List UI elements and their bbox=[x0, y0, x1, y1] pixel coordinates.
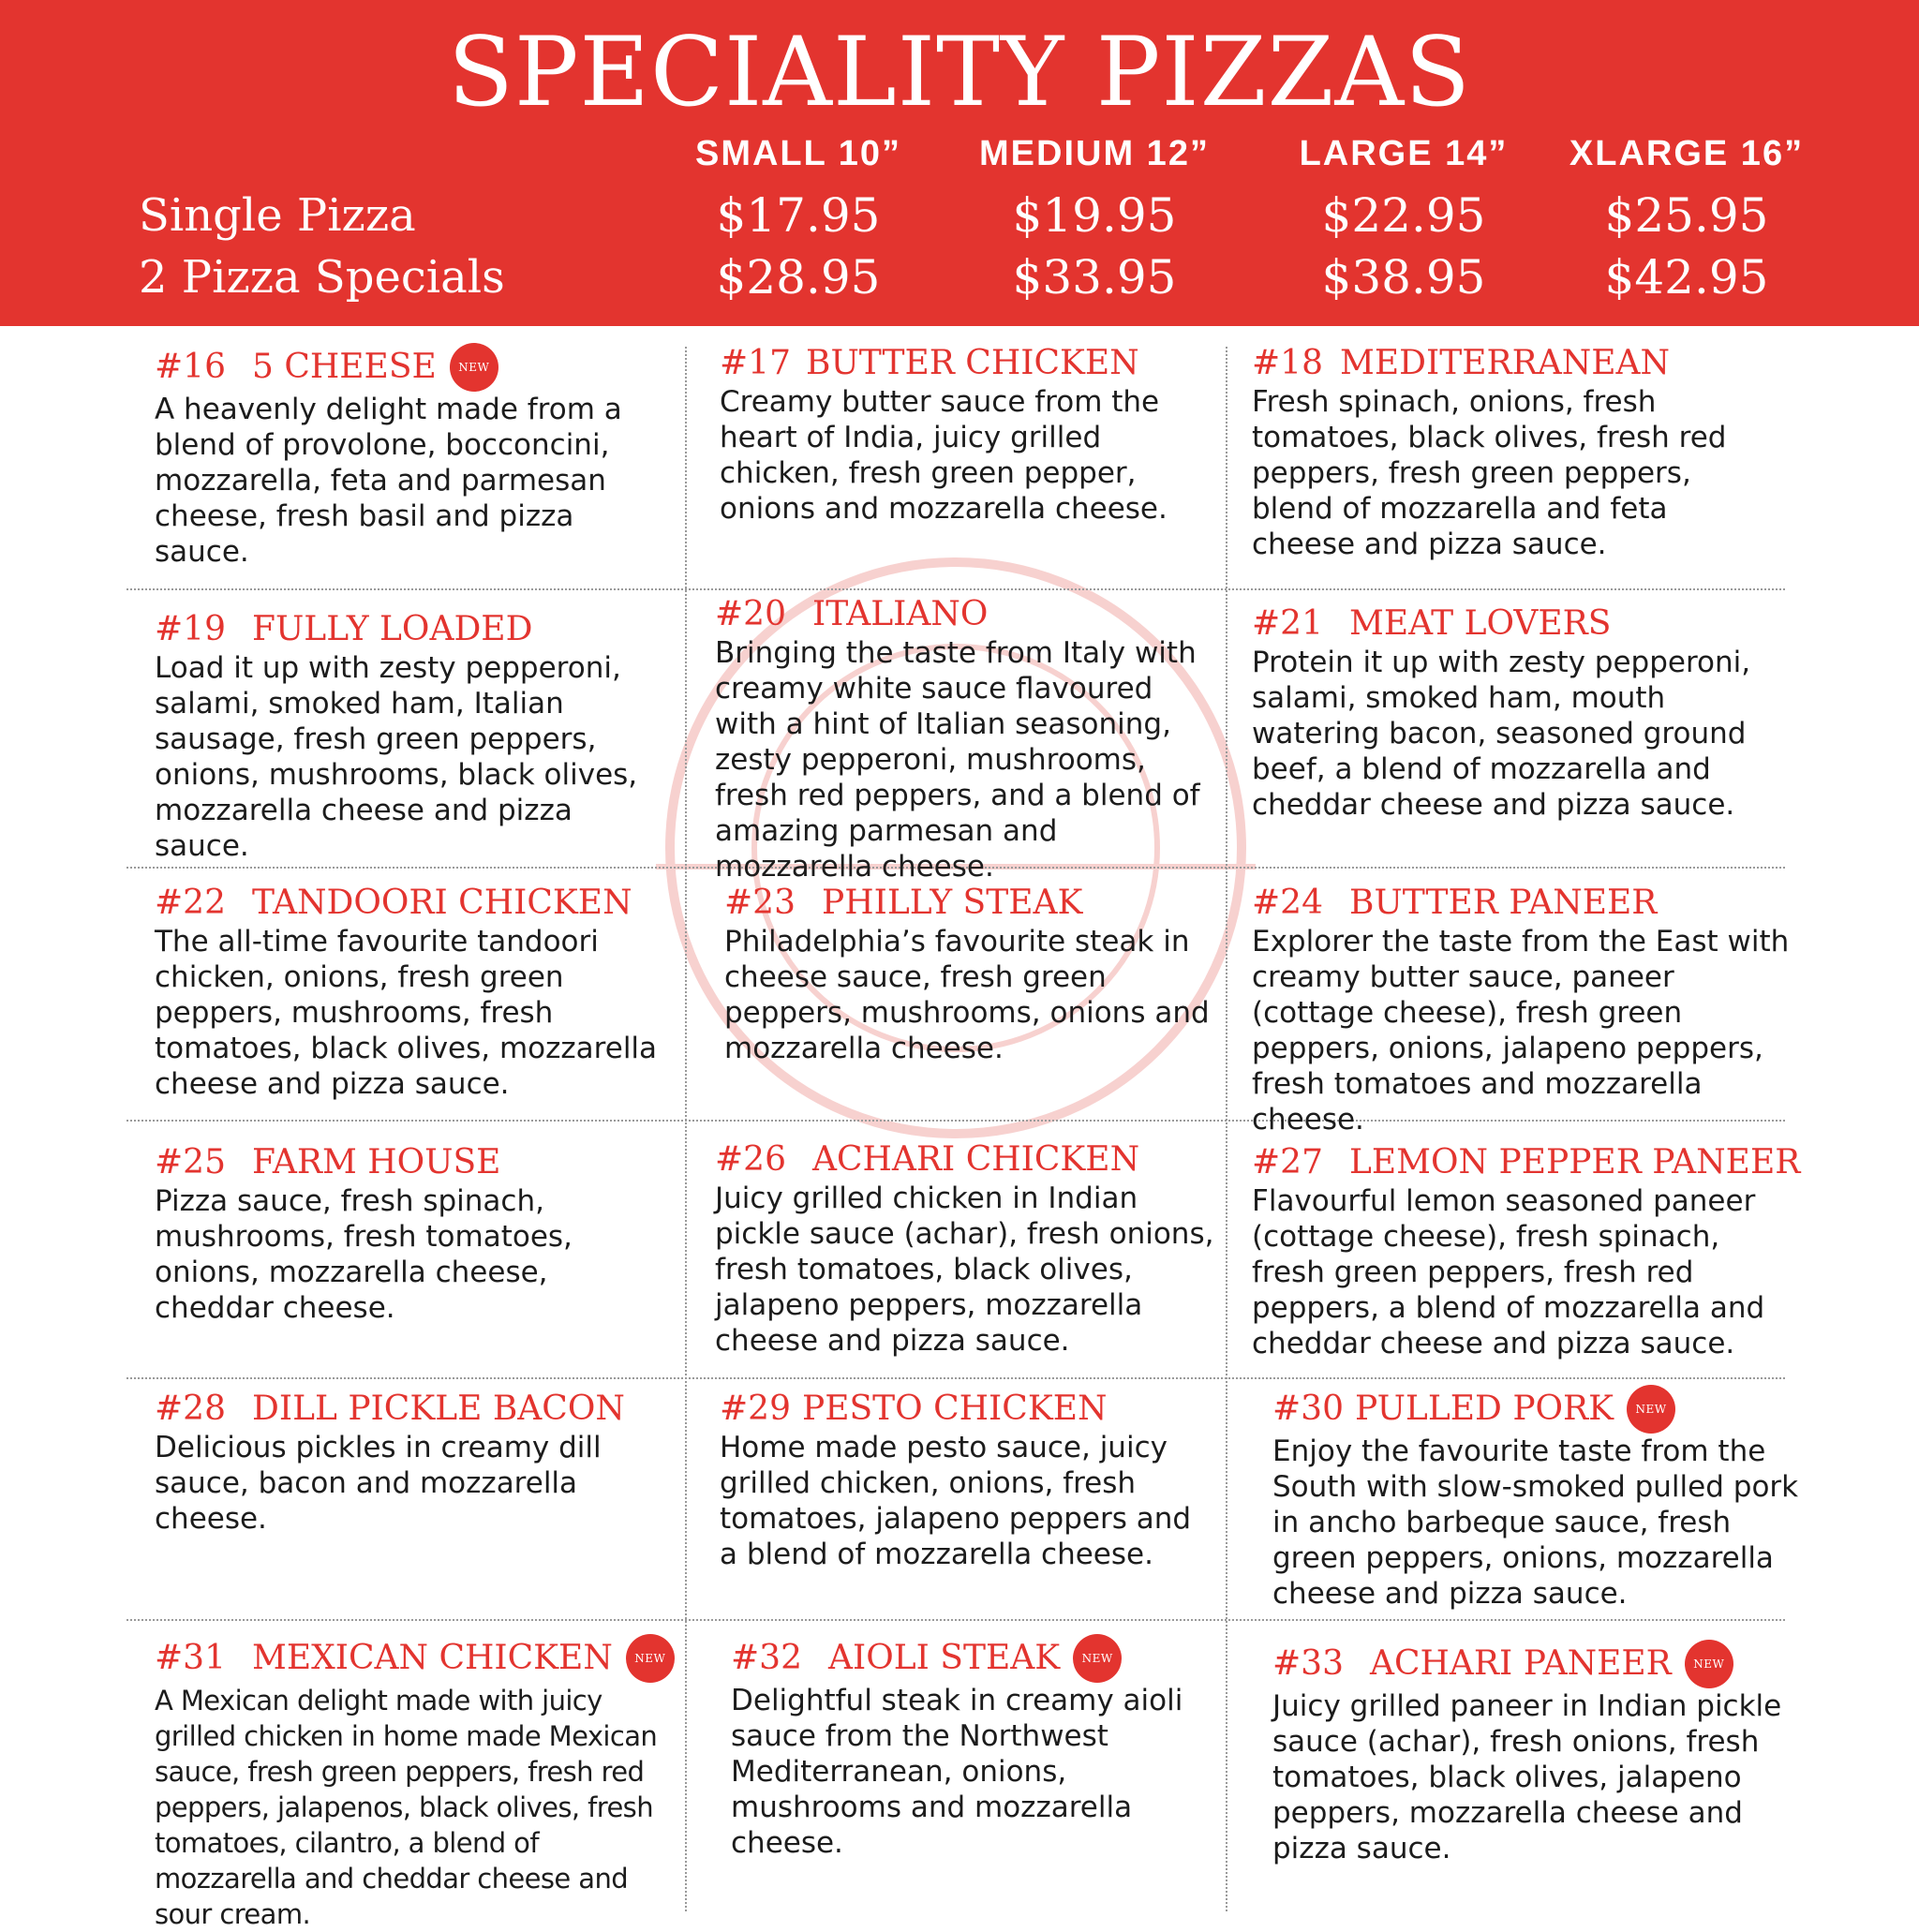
size-xlarge-header: XLARGE 16” bbox=[1569, 134, 1805, 173]
item-title bbox=[1252, 343, 1777, 384]
size-large-header: LARGE 14” bbox=[1299, 134, 1509, 173]
item-number: #18 bbox=[1252, 344, 1323, 382]
item-description: Protein it up with zesty pepperoni, salami, smoked ham, mouth watering bacon, seasoned ground beef, a blend of mozzarella and cheddar cheese and pizza sauce. bbox=[1252, 646, 1751, 822]
new-badge: NEW bbox=[1627, 1385, 1675, 1434]
item-title bbox=[155, 883, 675, 924]
item-title bbox=[731, 1634, 1209, 1683]
item-name: BUTTER PANEER bbox=[1348, 884, 1658, 922]
item-number: #31 bbox=[155, 1639, 226, 1677]
item-description: Juicy grilled paneer in Indian pickle sauce (achar), fresh onions, fresh tomatoes, black olives, jalapeno peppers, mozzarella cheese and pizza sauce. bbox=[1272, 1689, 1782, 1865]
price-two-small: $28.95 bbox=[716, 250, 881, 305]
item-name: ACHARI PANEER bbox=[1369, 1644, 1672, 1683]
new-badge: NEW bbox=[450, 343, 498, 392]
item-number: #17 bbox=[720, 344, 791, 382]
item-name: MEAT LOVERS bbox=[1348, 604, 1612, 643]
menu-item-fully-loaded bbox=[155, 609, 675, 864]
menu-item-mexican-chicken bbox=[155, 1634, 684, 1932]
item-title bbox=[720, 1389, 1216, 1430]
item-title bbox=[155, 1634, 684, 1683]
item-description: Juicy grilled chicken in Indian pickle sauce (achar), fresh onions, fresh tomatoes, black olives, jalapeno peppers, mozzarella cheese and pizza sauce. bbox=[715, 1181, 1214, 1358]
menu-item-mediterranean bbox=[1252, 343, 1777, 562]
menu-item-farm-house bbox=[155, 1142, 661, 1326]
item-title bbox=[1272, 1640, 1797, 1688]
price-single-xlarge: $25.95 bbox=[1604, 188, 1769, 243]
item-name: DILL PICKLE BACON bbox=[251, 1390, 625, 1428]
new-badge: NEW bbox=[1685, 1640, 1733, 1688]
item-description: Enjoy the favourite taste from the South with slow-smoked pulled pork in ancho barbeque sauce, fresh green peppers, onions, mozzarella cheese and pizza sauce. bbox=[1272, 1434, 1799, 1611]
item-title bbox=[715, 594, 1216, 635]
price-two-xlarge: $42.95 bbox=[1604, 250, 1769, 305]
item-title bbox=[155, 1389, 632, 1430]
column-divider-left bbox=[685, 347, 687, 1911]
item-description: Delicious pickles in creamy dill sauce, bacon and mozzarella cheese. bbox=[155, 1431, 602, 1536]
item-description: The all-time favourite tandoori chicken, onions, fresh green peppers, mushrooms, fresh tomatoes, black olives, mozzarella cheese and pizza sauce. bbox=[155, 925, 658, 1101]
price-single-large: $22.95 bbox=[1321, 188, 1486, 243]
menu-item-meat-lovers bbox=[1252, 603, 1795, 823]
item-number: #33 bbox=[1272, 1644, 1344, 1683]
price-two-large: $38.95 bbox=[1321, 250, 1486, 305]
menu-item-achari-paneer bbox=[1272, 1640, 1797, 1866]
item-title bbox=[724, 883, 1216, 924]
item-title bbox=[155, 609, 675, 650]
item-number: #22 bbox=[155, 884, 226, 922]
item-title bbox=[715, 1139, 1216, 1181]
item-number: #30 bbox=[1272, 1390, 1344, 1428]
item-description: Home made pesto sauce, juicy grilled chicken, onions, fresh tomatoes, jalapeno peppers and a blend of mozzarella cheese. bbox=[720, 1431, 1192, 1571]
item-description: Flavourful lemon seasoned paneer (cottage cheese), fresh spinach, fresh green peppers, fresh red peppers, a blend of mozzarella and cheddar cheese and pizza sauce. bbox=[1252, 1184, 1765, 1360]
item-name: ACHARI CHICKEN bbox=[811, 1140, 1140, 1179]
item-title bbox=[155, 343, 675, 392]
menu-item-butter-paneer bbox=[1252, 883, 1795, 1137]
item-title bbox=[1272, 1385, 1807, 1434]
menu-item-butter-chicken bbox=[720, 343, 1212, 527]
price-two-medium: $33.95 bbox=[1012, 250, 1177, 305]
item-description: Bringing the taste from Italy with creamy white sauce flavoured with a hint of Italian seasoning, zesty pepperoni, mushrooms, fresh red peppers, and a blend of amazing parmesan and mozzarella cheese. bbox=[715, 636, 1200, 884]
row-divider bbox=[126, 1619, 1785, 1621]
item-name: PESTO CHICKEN bbox=[801, 1390, 1108, 1428]
item-description: Delightful steak in creamy aioli sauce from the Northwest Mediterranean, onions, mushrooms and mozzarella cheese. bbox=[731, 1684, 1183, 1860]
item-number: #32 bbox=[731, 1639, 802, 1677]
item-name: TANDOORI CHICKEN bbox=[251, 884, 632, 922]
item-number: #20 bbox=[715, 595, 786, 633]
price-single-small: $17.95 bbox=[716, 188, 881, 243]
item-description: Creamy butter sauce from the heart of India, juicy grilled chicken, fresh green pepper, onions and mozzarella cheese. bbox=[720, 385, 1168, 526]
item-number: #24 bbox=[1252, 884, 1323, 922]
item-name: FARM HOUSE bbox=[251, 1143, 501, 1181]
item-name: LEMON PEPPER PANEER bbox=[1348, 1143, 1801, 1181]
menu-item-achari-chicken bbox=[715, 1139, 1216, 1359]
item-description: Philadelphia’s favourite steak in cheese sauce, fresh green peppers, mushrooms, onions and mozzarella cheese. bbox=[724, 925, 1210, 1065]
single-pizza-label: Single Pizza bbox=[139, 189, 416, 242]
size-small-header: SMALL 10” bbox=[694, 134, 901, 173]
menu-item-italiano bbox=[715, 594, 1216, 884]
item-name: MEXICAN CHICKEN bbox=[251, 1639, 613, 1677]
item-description: Explorer the taste from the East with creamy butter sauce, paneer (cottage cheese), fresh green peppers, onions, jalapeno peppers, fresh tomatoes and mozzarella cheese. bbox=[1252, 925, 1790, 1137]
menu-item-dill-pickle-bacon bbox=[155, 1389, 632, 1537]
item-name: AIOLI STEAK bbox=[827, 1639, 1061, 1677]
item-title bbox=[1252, 883, 1795, 924]
price-single-medium: $19.95 bbox=[1012, 188, 1177, 243]
item-number: #16 bbox=[155, 348, 226, 386]
item-name: MEDITERRANEAN bbox=[1339, 344, 1670, 382]
menu-item-5-cheese bbox=[155, 343, 675, 570]
item-name: FULLY LOADED bbox=[251, 610, 533, 648]
row-divider bbox=[126, 1377, 1785, 1379]
item-title bbox=[155, 1142, 661, 1183]
item-description: Pizza sauce, fresh spinach, mushrooms, fresh tomatoes, onions, mozzarella cheese, cheddar cheese. bbox=[155, 1184, 573, 1325]
item-name: 5 CHEESE bbox=[251, 348, 437, 386]
item-number: #27 bbox=[1252, 1143, 1323, 1181]
item-number: #28 bbox=[155, 1390, 226, 1428]
item-number: #23 bbox=[724, 884, 796, 922]
column-divider-right bbox=[1226, 347, 1227, 1911]
new-badge: NEW bbox=[626, 1634, 675, 1683]
item-name: BUTTER CHICKEN bbox=[805, 344, 1139, 382]
item-title bbox=[1252, 1142, 1801, 1183]
item-number: #21 bbox=[1252, 604, 1323, 643]
price-header bbox=[0, 0, 1919, 326]
menu-item-lemon-pepper-paneer bbox=[1252, 1142, 1801, 1361]
item-number: #29 bbox=[720, 1390, 791, 1428]
page-title: SPECIALITY PIZZAS bbox=[448, 17, 1471, 128]
item-number: #26 bbox=[715, 1140, 786, 1179]
item-title bbox=[1252, 603, 1795, 645]
item-name: ITALIANO bbox=[811, 595, 989, 633]
menu-item-pesto-chicken bbox=[720, 1389, 1216, 1572]
item-description: A heavenly delight made from a blend of provolone, bocconcini, mozzarella, feta and parmesan cheese, fresh basil and pizza sauce. bbox=[155, 393, 622, 569]
menu-item-pulled-pork bbox=[1272, 1385, 1807, 1612]
menu-item-tandoori-chicken bbox=[155, 883, 675, 1102]
item-name: PHILLY STEAK bbox=[821, 884, 1083, 922]
item-description: Fresh spinach, onions, fresh tomatoes, black olives, fresh red peppers, fresh green peppers, blend of mozzarella and feta cheese and pizza sauce. bbox=[1252, 385, 1727, 561]
item-description: A Mexican delight made with juicy grilled chicken in home made Mexican sauce, fresh green peppers, fresh red peppers, jalapenos, black olives, fresh tomatoes, cilantro, a blend of mozzarella and cheddar cheese and sour cream. bbox=[155, 1685, 658, 1930]
item-number: #19 bbox=[155, 610, 226, 648]
menu-item-philly-steak bbox=[724, 883, 1216, 1066]
menu-item-aioli-steak bbox=[731, 1634, 1209, 1861]
size-medium-header: MEDIUM 12” bbox=[979, 134, 1210, 173]
item-name: PULLED PORK bbox=[1354, 1390, 1614, 1428]
item-description: Load it up with zesty pepperoni, salami, smoked ham, Italian sausage, fresh green peppers, onions, mushrooms, black olives, mozzarella cheese and pizza sauce. bbox=[155, 651, 638, 863]
item-number: #25 bbox=[155, 1143, 226, 1181]
item-title bbox=[720, 343, 1212, 384]
new-badge: NEW bbox=[1073, 1634, 1122, 1683]
row-divider bbox=[126, 588, 1785, 590]
two-pizza-specials-label: 2 Pizza Specials bbox=[139, 251, 505, 304]
